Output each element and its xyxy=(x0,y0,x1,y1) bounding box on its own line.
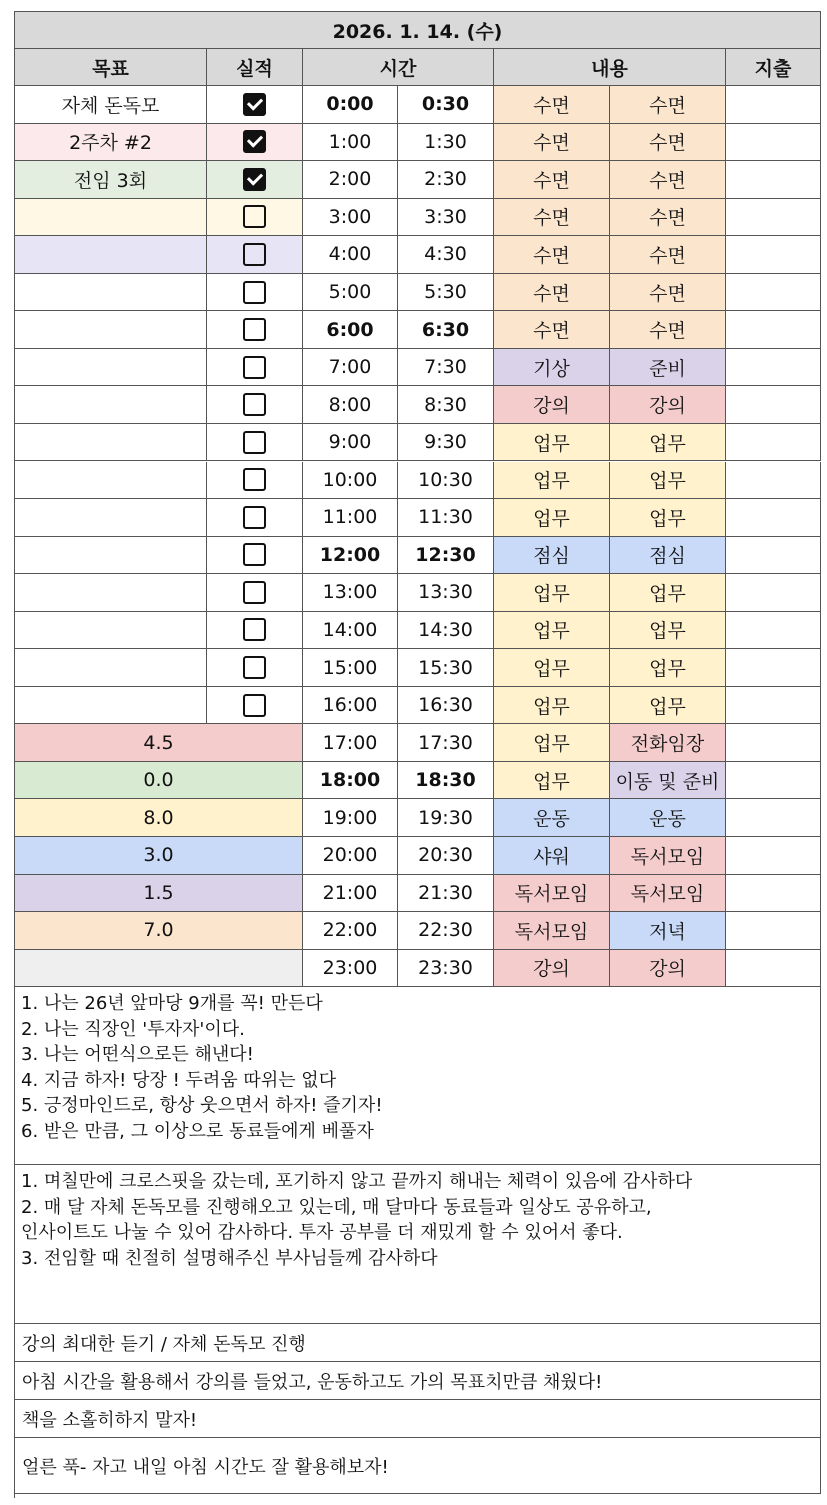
result-checkbox[interactable] xyxy=(243,656,266,679)
goal-cell[interactable]: 자체 돈독모 xyxy=(15,86,207,124)
expense-cell[interactable] xyxy=(726,386,821,424)
content-cell[interactable]: 샤워 xyxy=(494,837,610,875)
expense-cell[interactable] xyxy=(726,687,821,725)
goal-cell[interactable] xyxy=(15,199,207,237)
time-start: 21:00 xyxy=(303,875,398,913)
time-half: 0:30 xyxy=(398,86,494,124)
time-start: 9:00 xyxy=(303,424,398,462)
result-checkbox[interactable] xyxy=(243,130,266,153)
content-cell[interactable]: 업무 xyxy=(494,462,610,500)
content-cell[interactable]: 수면 xyxy=(494,161,610,199)
time-start: 2:00 xyxy=(303,161,398,199)
result-cell xyxy=(207,349,303,387)
result-checkbox[interactable] xyxy=(243,581,266,604)
note-line[interactable]: 강의 최대한 듣기 / 자체 돈독모 진행 xyxy=(15,1324,821,1362)
time-half: 8:30 xyxy=(398,386,494,424)
content-cell[interactable]: 업무 xyxy=(494,612,610,650)
header-time: 시간 xyxy=(303,49,494,86)
content-cell[interactable]: 점심 xyxy=(494,537,610,575)
expense-cell[interactable] xyxy=(726,349,821,387)
expense-cell[interactable] xyxy=(726,424,821,462)
goal-cell[interactable] xyxy=(15,499,207,537)
category-total: 3.0 xyxy=(15,837,303,875)
content-cell[interactable]: 업무 xyxy=(494,724,610,762)
expense-cell[interactable] xyxy=(726,612,821,650)
time-start: 18:00 xyxy=(303,762,398,800)
content-cell[interactable]: 수면 xyxy=(494,124,610,162)
affirmations-block-line: 1. 나는 26년 앞마당 9개를 꼭! 만든다 xyxy=(21,993,323,1015)
time-half: 22:30 xyxy=(398,912,494,950)
result-cell xyxy=(207,236,303,274)
expense-cell[interactable] xyxy=(726,199,821,237)
time-half: 17:30 xyxy=(398,724,494,762)
time-start: 8:00 xyxy=(303,386,398,424)
result-checkbox[interactable] xyxy=(243,694,266,717)
time-half: 9:30 xyxy=(398,424,494,462)
content-cell[interactable]: 업무 xyxy=(494,424,610,462)
time-start: 22:00 xyxy=(303,912,398,950)
category-total xyxy=(15,950,303,988)
time-start: 12:00 xyxy=(303,537,398,575)
goal-cell[interactable] xyxy=(15,537,207,575)
time-start: 1:00 xyxy=(303,124,398,162)
affirmations-block-line: 5. 긍정마인드로, 항상 웃으면서 하자! 즐기자! xyxy=(21,1095,383,1117)
time-start: 6:00 xyxy=(303,311,398,349)
expense-cell[interactable] xyxy=(726,462,821,500)
content-cell[interactable]: 강의 xyxy=(494,950,610,988)
goal-cell[interactable] xyxy=(15,462,207,500)
expense-cell[interactable] xyxy=(726,537,821,575)
time-start: 11:00 xyxy=(303,499,398,537)
result-checkbox[interactable] xyxy=(243,468,266,491)
expense-cell[interactable] xyxy=(726,86,821,124)
content-cell[interactable]: 업무 xyxy=(610,574,726,612)
time-half: 21:30 xyxy=(398,875,494,913)
content-cell[interactable]: 운동 xyxy=(610,799,726,837)
content-cell[interactable]: 수면 xyxy=(610,124,726,162)
time-half: 5:30 xyxy=(398,274,494,312)
result-cell xyxy=(207,386,303,424)
time-half: 12:30 xyxy=(398,537,494,575)
content-cell[interactable]: 업무 xyxy=(610,424,726,462)
category-total: 8.0 xyxy=(15,799,303,837)
content-cell[interactable]: 수면 xyxy=(610,311,726,349)
content-cell[interactable]: 강의 xyxy=(494,386,610,424)
time-start: 17:00 xyxy=(303,724,398,762)
content-cell[interactable]: 수면 xyxy=(610,86,726,124)
result-cell xyxy=(207,199,303,237)
time-half: 4:30 xyxy=(398,236,494,274)
expense-cell[interactable] xyxy=(726,799,821,837)
content-cell[interactable]: 업무 xyxy=(494,762,610,800)
goal-cell[interactable] xyxy=(15,612,207,650)
content-cell[interactable]: 기상 xyxy=(494,349,610,387)
goal-cell[interactable] xyxy=(15,574,207,612)
time-start: 16:00 xyxy=(303,687,398,725)
result-cell xyxy=(207,499,303,537)
content-cell[interactable]: 강의 xyxy=(610,950,726,988)
daily-planner-sheet xyxy=(14,11,821,1498)
content-cell[interactable]: 독서모임 xyxy=(494,912,610,950)
gratitude-block-line: 3. 전임할 때 친절히 설명해주신 부사님들께 감사하다 xyxy=(21,1247,438,1269)
time-start: 4:00 xyxy=(303,236,398,274)
note-line[interactable]: 아침 시간을 활용해서 강의를 들었고, 운동하고도 가의 목표치만큼 채웠다! xyxy=(15,1362,821,1400)
result-checkbox[interactable] xyxy=(243,618,266,641)
result-cell xyxy=(207,274,303,312)
result-checkbox[interactable] xyxy=(243,93,266,116)
header-goal: 목표 xyxy=(15,49,207,86)
goal-cell[interactable] xyxy=(15,236,207,274)
expense-cell[interactable] xyxy=(726,161,821,199)
category-total: 1.5 xyxy=(15,875,303,913)
header-content: 내용 xyxy=(494,49,726,86)
content-cell[interactable]: 업무 xyxy=(610,499,726,537)
content-cell[interactable]: 수면 xyxy=(610,199,726,237)
expense-cell[interactable] xyxy=(726,912,821,950)
content-cell[interactable]: 강의 xyxy=(610,386,726,424)
time-half: 14:30 xyxy=(398,612,494,650)
goal-cell[interactable] xyxy=(15,687,207,725)
goal-cell[interactable] xyxy=(15,349,207,387)
time-start: 20:00 xyxy=(303,837,398,875)
result-checkbox[interactable] xyxy=(243,205,266,228)
date-title: 2026. 1. 14. (수) xyxy=(15,12,821,49)
expense-cell[interactable] xyxy=(726,724,821,762)
content-cell[interactable]: 운동 xyxy=(494,799,610,837)
goal-cell[interactable] xyxy=(15,649,207,687)
result-cell xyxy=(207,687,303,725)
content-cell[interactable]: 업무 xyxy=(494,687,610,725)
time-half: 20:30 xyxy=(398,837,494,875)
goal-cell[interactable] xyxy=(15,424,207,462)
content-cell[interactable]: 수면 xyxy=(494,236,610,274)
result-checkbox[interactable] xyxy=(243,506,266,529)
time-start: 19:00 xyxy=(303,799,398,837)
header-result: 실적 xyxy=(207,49,303,86)
time-half: 19:30 xyxy=(398,799,494,837)
goal-cell[interactable]: 2주차 #2 xyxy=(15,124,207,162)
affirmations-block[interactable] xyxy=(15,987,821,1165)
time-start: 5:00 xyxy=(303,274,398,312)
content-cell[interactable]: 수면 xyxy=(494,274,610,312)
content-cell[interactable]: 업무 xyxy=(494,499,610,537)
content-cell[interactable]: 점심 xyxy=(610,537,726,575)
content-cell[interactable]: 수면 xyxy=(610,274,726,312)
content-cell[interactable]: 업무 xyxy=(610,649,726,687)
expense-cell[interactable] xyxy=(726,950,821,988)
result-checkbox[interactable] xyxy=(243,543,266,566)
content-cell[interactable]: 업무 xyxy=(494,574,610,612)
time-half: 2:30 xyxy=(398,161,494,199)
expense-cell[interactable] xyxy=(726,124,821,162)
goal-cell[interactable] xyxy=(15,386,207,424)
content-cell[interactable]: 업무 xyxy=(610,612,726,650)
time-half: 11:30 xyxy=(398,499,494,537)
result-checkbox[interactable] xyxy=(243,393,266,416)
result-checkbox[interactable] xyxy=(243,431,266,454)
expense-cell[interactable] xyxy=(726,837,821,875)
expense-cell[interactable] xyxy=(726,574,821,612)
content-cell[interactable]: 독서모임 xyxy=(610,837,726,875)
time-start: 0:00 xyxy=(303,86,398,124)
content-cell[interactable]: 전화임장 xyxy=(610,724,726,762)
time-half: 23:30 xyxy=(398,950,494,988)
result-cell xyxy=(207,124,303,162)
content-cell[interactable]: 이동 및 준비 xyxy=(610,762,726,800)
content-cell[interactable]: 저녁 xyxy=(610,912,726,950)
goal-cell[interactable] xyxy=(15,274,207,312)
content-cell[interactable]: 수면 xyxy=(610,236,726,274)
time-half: 6:30 xyxy=(398,311,494,349)
affirmations-block-line: 6. 받은 만큼, 그 이상으로 동료들에게 베풀자 xyxy=(21,1120,374,1142)
expense-cell[interactable] xyxy=(726,649,821,687)
content-cell[interactable]: 수면 xyxy=(494,199,610,237)
result-checkbox[interactable] xyxy=(243,356,266,379)
goal-cell[interactable] xyxy=(15,311,207,349)
content-cell[interactable]: 준비 xyxy=(610,349,726,387)
content-cell[interactable]: 업무 xyxy=(494,649,610,687)
time-start: 15:00 xyxy=(303,649,398,687)
note-line[interactable]: 얼른 푹- 자고 내일 아침 시간도 잘 활용해보자! xyxy=(15,1438,821,1494)
time-half: 13:30 xyxy=(398,574,494,612)
time-half: 10:30 xyxy=(398,462,494,500)
gratitude-block-line: 2. 매 달 자체 돈독모를 진행해오고 있는데, 매 달마다 동료들과 일상도 공유하고, xyxy=(21,1196,652,1218)
result-cell xyxy=(207,311,303,349)
expense-cell[interactable] xyxy=(726,236,821,274)
content-cell[interactable]: 업무 xyxy=(610,462,726,500)
gratitude-block[interactable] xyxy=(15,1165,821,1324)
time-half: 18:30 xyxy=(398,762,494,800)
result-checkbox[interactable] xyxy=(243,281,266,304)
time-start: 3:00 xyxy=(303,199,398,237)
affirmations-block-line: 4. 지금 하자! 당장 ! 두려움 따위는 없다 xyxy=(21,1069,337,1091)
result-checkbox[interactable] xyxy=(243,318,266,341)
content-cell[interactable]: 수면 xyxy=(610,161,726,199)
content-cell[interactable]: 업무 xyxy=(610,687,726,725)
time-start: 10:00 xyxy=(303,462,398,500)
time-start: 7:00 xyxy=(303,349,398,387)
time-half: 15:30 xyxy=(398,649,494,687)
expense-cell[interactable] xyxy=(726,274,821,312)
content-cell[interactable]: 독서모임 xyxy=(610,875,726,913)
expense-cell[interactable] xyxy=(726,762,821,800)
result-cell xyxy=(207,574,303,612)
content-cell[interactable]: 수면 xyxy=(494,311,610,349)
gratitude-block-line: 인사이트도 나눌 수 있어 감사하다. 투자 공부를 더 재밌게 할 수 있어서 좋다. xyxy=(21,1222,623,1244)
category-total: 4.5 xyxy=(15,724,303,762)
content-cell[interactable]: 독서모임 xyxy=(494,875,610,913)
result-cell xyxy=(207,649,303,687)
header-expense: 지출 xyxy=(726,49,821,86)
result-cell xyxy=(207,424,303,462)
time-half: 1:30 xyxy=(398,124,494,162)
expense-cell[interactable] xyxy=(726,875,821,913)
affirmations-block-line: 3. 나는 어떤식으로든 해낸다! xyxy=(21,1044,254,1066)
expense-cell[interactable] xyxy=(726,311,821,349)
time-start: 14:00 xyxy=(303,612,398,650)
time-start: 13:00 xyxy=(303,574,398,612)
note-line[interactable]: 책을 소홀히하지 말자! xyxy=(15,1400,821,1438)
category-total: 7.0 xyxy=(15,912,303,950)
category-total: 0.0 xyxy=(15,762,303,800)
time-start: 23:00 xyxy=(303,950,398,988)
time-half: 3:30 xyxy=(398,199,494,237)
result-checkbox[interactable] xyxy=(243,168,266,191)
goal-cell[interactable]: 전임 3회 xyxy=(15,161,207,199)
result-cell xyxy=(207,537,303,575)
result-cell xyxy=(207,462,303,500)
gratitude-block-line: 1. 며칠만에 크로스핏을 갔는데, 포기하지 않고 끝까지 해내는 체력이 있음에 감사하다 xyxy=(21,1171,693,1193)
result-cell xyxy=(207,612,303,650)
time-half: 16:30 xyxy=(398,687,494,725)
expense-cell[interactable] xyxy=(726,499,821,537)
content-cell[interactable]: 수면 xyxy=(494,86,610,124)
result-cell xyxy=(207,86,303,124)
affirmations-block-line: 2. 나는 직장인 '투자자'이다. xyxy=(21,1018,245,1040)
result-cell xyxy=(207,161,303,199)
result-checkbox[interactable] xyxy=(243,243,266,266)
time-half: 7:30 xyxy=(398,349,494,387)
